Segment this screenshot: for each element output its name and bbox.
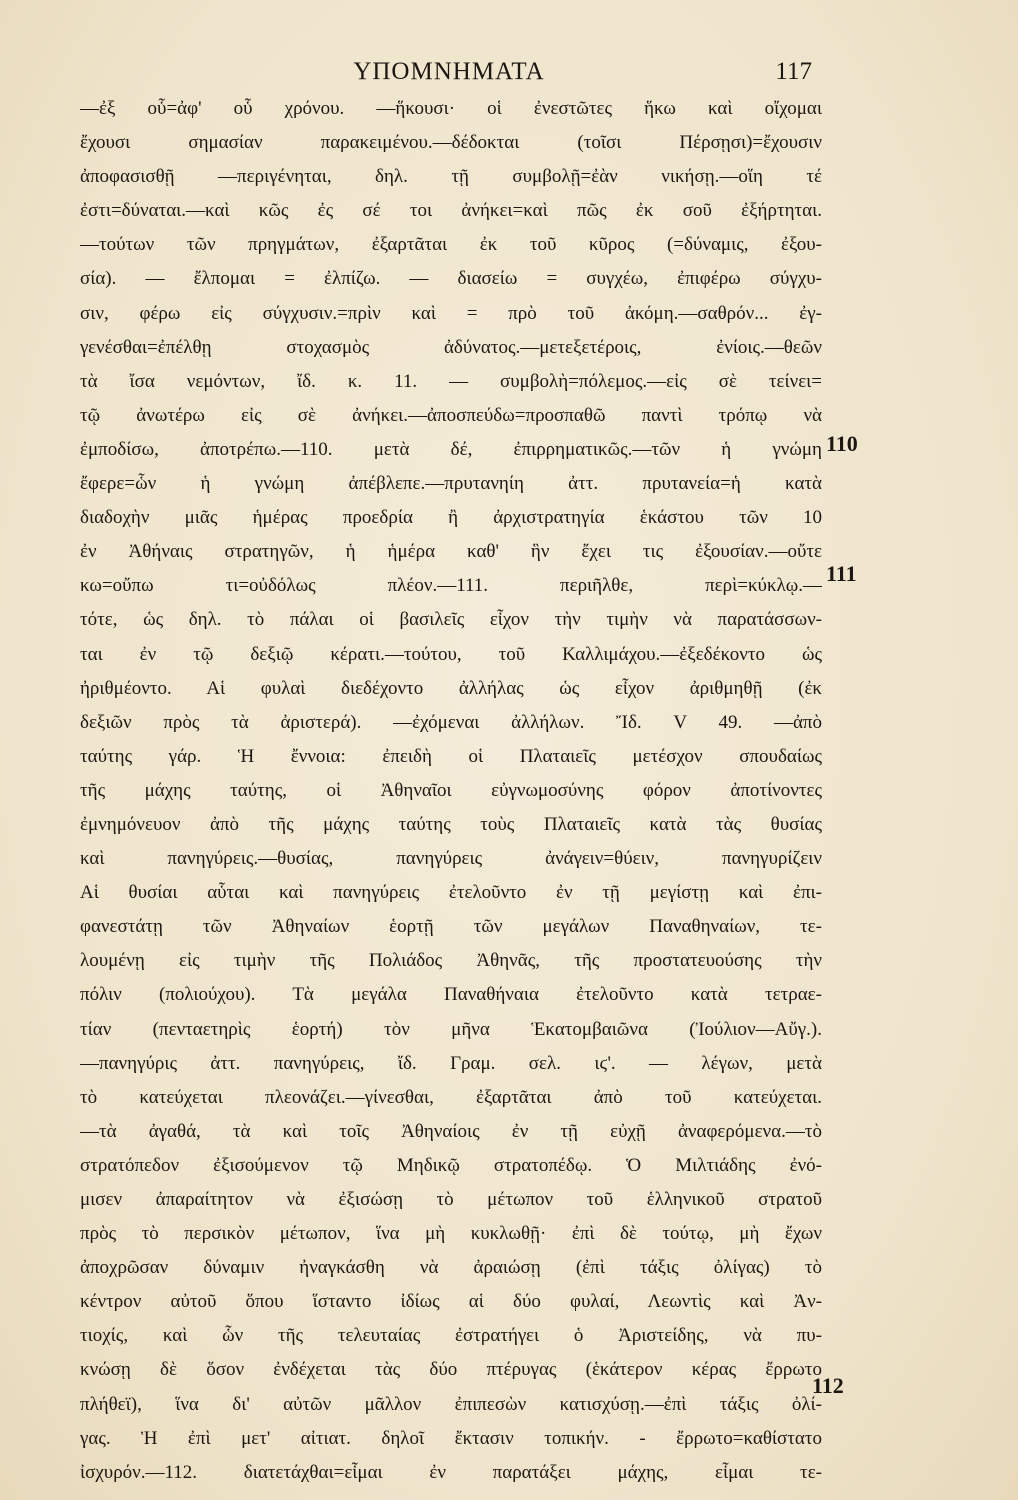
text-line: —τούτων τῶν πρηγμάτων, ἐξαρτᾶται ἐκ τοῦ κῦρος (=δύναμις, ἐξου- bbox=[80, 234, 822, 256]
text-line: τὰ ἴσα νεμόντων, ἴδ. κ. 11. — συμβολὴ=πόλεμος.—εἰς σὲ τείνει= bbox=[80, 370, 822, 392]
text-line: φανεστάτῃ τῶν Ἀθηναίων ἑορτῇ τῶν μεγάλων Παναθηναίων, τε- bbox=[80, 916, 822, 938]
text-line: πρὸς τὸ περσικὸν μέτωπον, ἵνα μὴ κυκλωθῇ· ἐπὶ δὲ τούτῳ, μὴ ἔχων bbox=[80, 1223, 822, 1245]
text-line: σιν, φέρω εἰς σύγχυσιν.=πρὶν καὶ = πρὸ τοῦ ἀκόμη.—σαθρόν... ἐγ- bbox=[80, 302, 822, 324]
text-line: κνώσῃ δὲ ὅσον ἐνδέχεται τὰς δύο πτέρυγας (ἑκάτερον κέρας ἔρρωτο bbox=[80, 1359, 822, 1381]
text-line: πλήθεϊ), ἵνα δι' αὐτῶν μᾶλλον ἐπιπεσὼν κατισχύσῃ.—ἐπὶ τάξις ὀλί- bbox=[80, 1393, 822, 1415]
text-line: γενέσθαι=ἐπέλθῃ στοχασμὸς ἀδύνατος.—μετεξετέροις, ἐνίοις.—θεῶν bbox=[80, 336, 822, 358]
margin-number-112: 112 bbox=[812, 1373, 844, 1398]
text-line: καὶ πανηγύρεις.—θυσίας, πανηγύρεις ἀνάγειν=θύειν, πανηγυρίζειν bbox=[80, 848, 822, 870]
text-line: ἔχουσι σημασίαν παρακειμένου.—δέδοκται (τοῖσι Πέρσῃσι)=ἔχουσιν bbox=[80, 132, 822, 154]
text-line: κέντρον αὐτοῦ ὅπου ἵσταντο ἰδίως αἱ δύο φυλαί, Λεωντὶς καὶ Ἀν- bbox=[80, 1291, 822, 1313]
text-line: ἠριθμέοντο. Αἱ φυλαὶ διεδέχοντο ἀλλήλας ὡς εἶχον ἀριθμηθῇ (ἐκ bbox=[80, 677, 822, 699]
text-line: κω=οὔπω τι=οὐδόλως πλέον.—111. περιῆλθε, περὶ=κύκλῳ.— bbox=[80, 575, 822, 597]
text-line: —πανηγύρις ἀττ. πανηγύρεις, ἴδ. Γραμ. σελ. ιϛ'. — λέγων, μετὰ bbox=[80, 1052, 822, 1074]
text-line: τῆς μάχης ταύτης, οἱ Ἀθηναῖοι εὐγνωμοσύνης φόρον ἀποτίνοντες bbox=[80, 779, 822, 801]
text-line: τῷ ἀνωτέρω εἰς σὲ ἀνήκει.—ἀποσπεύδω=προσπαθῶ παντὶ τρόπῳ νὰ bbox=[80, 404, 822, 426]
text-line: ται ἐν τῷ δεξιῷ κέρατι.—τούτου, τοῦ Καλλιμάχου.—ἐξεδέκοντο ὡς bbox=[80, 643, 822, 665]
text-line: σία). — ἔλπομαι = ἐλπίζω. — διασείω = συγχέω, ἐπιφέρω σύγχυ- bbox=[80, 268, 822, 290]
text-line: —ἐξ οὗ=ἀφ' οὗ χρόνου. —ἥκουσι· οἱ ἐνεστῶτες ἥκω καὶ οἴχομαι bbox=[80, 98, 822, 119]
margin-number-111: 111 bbox=[826, 561, 857, 586]
text-line: γας. Ἡ ἐπὶ μετ' αἰτιατ. δηλοῖ ἔκτασιν τοπικήν. - ἔρρωτο=καθίστατο bbox=[80, 1427, 822, 1449]
text-line: τότε, ὡς δηλ. τὸ πάλαι οἱ βασιλεῖς εἶχον τὴν τιμὴν νὰ παρατάσσων- bbox=[80, 609, 822, 631]
text-line: λουμένῃ εἰς τιμὴν τῆς Πολιάδος Ἀθηνᾶς, τῆς προστατευούσης τὴν bbox=[80, 950, 822, 972]
text-line: πόλιν (πολιούχου). Τὰ μεγάλα Παναθήναια ἐτελοῦντο κατὰ τετραε- bbox=[80, 984, 822, 1006]
margin-number-110: 110 bbox=[826, 431, 858, 456]
text-line: ἐστι=δύναται.—καὶ κῶς ἐς σέ τοι ἀνήκει=καὶ πῶς ἐκ σοῦ ἐξήρτηται. bbox=[80, 200, 822, 222]
text-line: ἐν Ἀθήναις στρατηγῶν, ἡ ἡμέρα καθ' ἣν ἔχει τις ἐξουσίαν.—οὔτε bbox=[80, 541, 822, 563]
page-number: 117 bbox=[775, 58, 812, 85]
text-line: μισεν ἀπαραίτητον νὰ ἐξισώσῃ τὸ μέτωπον τοῦ ἑλληνικοῦ στρατοῦ bbox=[80, 1189, 822, 1210]
text-line: τίαν (πενταετηρὶς ἑορτή) τὸν μῆνα Ἑκατομβαιῶνα (Ἰούλιον—Αὔγ.). bbox=[80, 1018, 822, 1040]
text-line: Αἱ θυσίαι αὗται καὶ πανηγύρεις ἐτελοῦντο ἐν τῇ μεγίστῃ καὶ ἐπι- bbox=[80, 882, 822, 904]
text-line: ἐμποδίσω, ἀποτρέπω.—110. μετὰ δέ, ἐπιρρηματικῶς.—τῶν ἡ γνώμη bbox=[80, 438, 822, 460]
text-line: δεξιῶν πρὸς τὰ ἀριστερά). —ἐχόμεναι ἀλλήλων. Ἴδ. V 49. —ἀπὸ bbox=[80, 711, 822, 733]
text-line: στρατόπεδον ἐξισούμενον τῷ Μηδικῷ στρατοπέδῳ. Ὁ Μιλτιάδης ἐνό- bbox=[80, 1154, 822, 1176]
commentary-text bbox=[80, 92, 822, 1490]
text-line: τὸ κατεύχεται πλεονάζει.—γίνεσθαι, ἐξαρτᾶται ἀπὸ τοῦ κατεύχεται. bbox=[80, 1086, 822, 1108]
running-title: ΥΠΟΜΝΗΜΑΤΑ bbox=[353, 58, 545, 85]
text-line: —τὰ ἀγαθά, τὰ καὶ τοῖς Ἀθηναίοις ἐν τῇ εὐχῇ ἀναφερόμενα.—τὸ bbox=[80, 1120, 822, 1142]
text-line: ἀποφασισθῇ —περιγένηται, δηλ. τῇ συμβολῇ=ἐὰν νικήσῃ.—οἵη τέ bbox=[80, 166, 822, 188]
text-line: ἀποχρῶσαν δύναμιν ἠναγκάσθη νὰ ἀραιώσῃ (ἐπὶ τάξις ὀλίγας) τὸ bbox=[80, 1257, 822, 1279]
text-line: τιοχίς, καὶ ὧν τῆς τελευταίας ἐστρατήγει ὁ Ἀριστείδης, νὰ πυ- bbox=[80, 1325, 822, 1347]
text-line: διαδοχὴν μιᾶς ἡμέρας προεδρία ἢ ἀρχιστρατηγία ἑκάστου τῶν 10 bbox=[80, 507, 822, 529]
text-line: ἔφερε=ὧν ἡ γνώμη ἀπέβλεπε.—πρυτανηίη ἀττ. πρυτανεία=ἡ κατὰ bbox=[80, 473, 822, 495]
text-line: ταύτης γάρ. Ἡ ἔννοια: ἐπειδὴ οἱ Πλαταιεῖς μετέσχον σπουδαίως bbox=[80, 745, 822, 767]
text-line: ἐμνημόνευον ἀπὸ τῆς μάχης ταύτης τοὺς Πλαταιεῖς κατὰ τὰς θυσίας bbox=[80, 813, 822, 835]
text-line: ἰσχυρόν.—112. διατετάχθαι=εἶμαι ἐν παρατάξει μάχης, εἶμαι τε- bbox=[80, 1461, 822, 1483]
